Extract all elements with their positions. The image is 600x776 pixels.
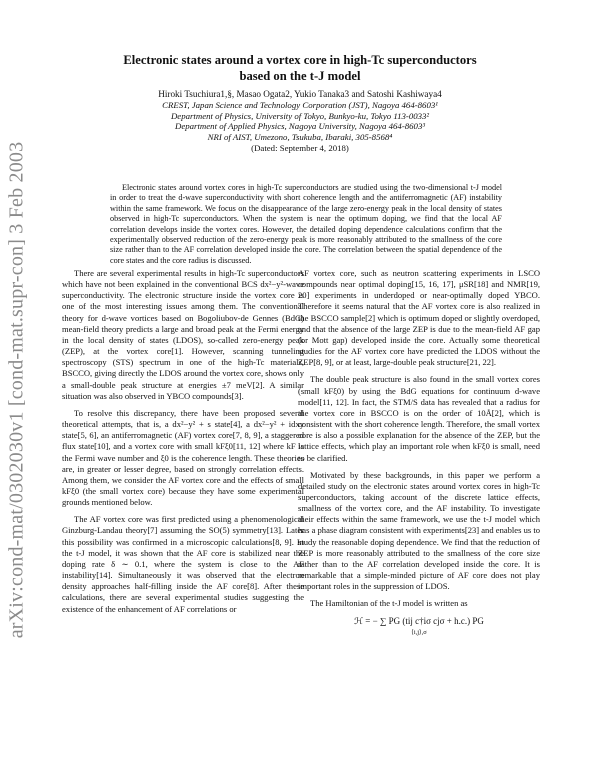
affiliation-3: Department of Applied Physics, Nagoya University, Nagoya 464-8603³ <box>175 121 425 132</box>
abstract: Electronic states around vortex cores in high-Tc superconductors are studied using the two-dimensional t-J model in order to treat the d-wave superconductivity with short coherence length and the antiferromagnetic (AF) instability within the same framework. We focus on the disappearance of the large zero-energy peak in the local density of states observed in high-Tc superconductors. When the system is near the optimum doping, we find that the local AF correlation develops inside the vortex cores. However, the detailed doping dependence calculations confirm that the experimentally observed reduction of the zero-energy peak is more reasonably attributed to the smallness of the core size rather than to the AF correlation developed inside the core. The correlation between the spatial dependence of the core states and the core radius is discussed. <box>110 183 502 265</box>
author-block <box>60 89 540 154</box>
affiliation-1: CREST, Japan Science and Technology Corporation (JST), Nagoya 464-8603¹ <box>162 99 438 110</box>
paragraph: The AF vortex core was first predicted using a phenomenological Ginzburg-Landau theory[7] assuming the SO(5) symmetry[13]. Later this possibility was confirmed in a microscopic calculations[8, 9]. In the t-J model, it was shown that the AF core is stabilized near the doping rate δ ∼ 0.1, where the system is close to the AF instability[14]. Simultaneously it was observed that the electron density approaches half-filling inside the AF core[8]. After these calculations, there are several experimental studies suggesting the existence of the enhancement of AF correlations or <box>62 514 304 614</box>
paragraph: To resolve this discrepancy, there have been proposed several theoretical attempts, that is, a dx²−y² + s state[4], a dx²−y² + idxy state[5, 6], an antiferromagnetic (AF) vortex core[7, 8, 9], a staggered flux state[10], and a vortex core with small kFξ0[11, 12] where kF is the Fermi wave number and ξ0 is the coherence length. These theories are, in greater or lesser degree, based on strongly correlation effects. Among them, we consider the AF vortex core and the effects of small kFξ0 (the small vortex core) because they have some experimental grounds mentioned below. <box>62 407 304 508</box>
paragraph: AF vortex core, such as neutron scattering experiments in LSCO compounds near optimal doping[15, 16, 17], μSR[18] and NMR[19, 20] experiments in underdoped or near-optimally doped YBCO. Therefore it seems natural that the AF vortex core is also realized in the BSCCO sample[2] which is optimum doped or slightly overdoped, and that the absence of the large ZEP is due to the mean-field AF gap (or Mott gap) developed inside the core. Actually some theoretical studies for the AF vortex core have predicted the LDOS without the ZEP[8, 9], or at least, large-double peak structure[21, 22]. <box>298 268 540 368</box>
affiliation-4: NRI of AIST, Umezono, Tsukuba, Ibaraki, 305-8568⁴ <box>207 132 393 143</box>
title-line-2: based on the t-J model <box>239 69 361 83</box>
title-line-1: Electronic states around a vortex core in high-Tc superconductors <box>123 53 477 67</box>
arxiv-identifier <box>4 90 30 690</box>
left-column <box>62 268 304 621</box>
paragraph: The Hamiltonian of the t-J model is written as <box>310 598 468 609</box>
paragraph: The double peak structure is also found in the small vortex cores (small kFξ0) by using the BdG equations for continuum d-wave model[11, 12]. In fact, the STM/S data has revealed that a radius for the vortex core in BSCCO is on the order of 10Å[2], which is consistent with the short coherence length. Therefore, the small vortex core is also a possible explanation for the absence of the ZEP, but the lattice effects, which play an important role when kFξ0 is small, need to be clarified. <box>298 374 540 463</box>
equation-subscript: ⟨i,j⟩,σ <box>411 628 427 636</box>
equation-text: ℋ = − ∑ PG (tij c†iσ cjσ + h.c.) PG <box>354 615 484 626</box>
paragraph: There are several experimental results in high-Tc superconductors which have not been explained in the conventional BCS dx²−y²-wave superconductivity. The electronic structure inside the vortex core is one of the most interesting issues among them. The conventional theory for d-wave vortices based on Bogoliubov-de Gennes (BdG) mean-field theory predicts a large and broad peak at the Fermi energy in the local density of states (LDOS), so-called zero-energy peak (ZEP), at the vortex core[1]. However, scanning tunneling spectroscopy (STS) spectrum in one of the high-Tc materials, BSCCO, giving directly the LDOS around the vortex core, shows only a small-double peak structure at energies ±7 meV[2]. A similar situation was also observed in YBCO compounds[3]. <box>62 268 304 401</box>
right-column <box>298 268 540 638</box>
date-line: (Dated: September 4, 2018) <box>251 142 349 153</box>
paragraph: Motivated by these backgrounds, in this paper we perform a detailed study on the electronic states around vortex cores in high-Tc superconductors, taking account of the discrete lattice effects, smallness of the vortex core, and the AF instability. To investigate their effects within the same framework, we use the t-J model which has a phase diagram consistent with experiments[23] and enables us to study the reasonable doping dependence. We find that the reduction of ZEP is more reasonably attributed to the smallness of the core size rather than to the AF correlation developed inside the core. It is remarkable that a simple-minded picture of AF core does not play important roles in the suppression of LDOS. <box>298 469 540 592</box>
arxiv-id-text: arXiv:cond-mat/0302030v1 [cond-mat.supr-con] 3 Feb 2003 <box>5 141 28 639</box>
paper-title <box>80 52 520 84</box>
hamiltonian-equation <box>298 616 540 638</box>
author-names: Hiroki Tsuchiura1,§, Masao Ogata2, Yukio Tanaka3 and Satoshi Kashiwaya4 <box>158 89 442 99</box>
affiliation-2: Department of Physics, University of Tokyo, Bunkyo-ku, Tokyo 113-0033² <box>170 110 430 121</box>
